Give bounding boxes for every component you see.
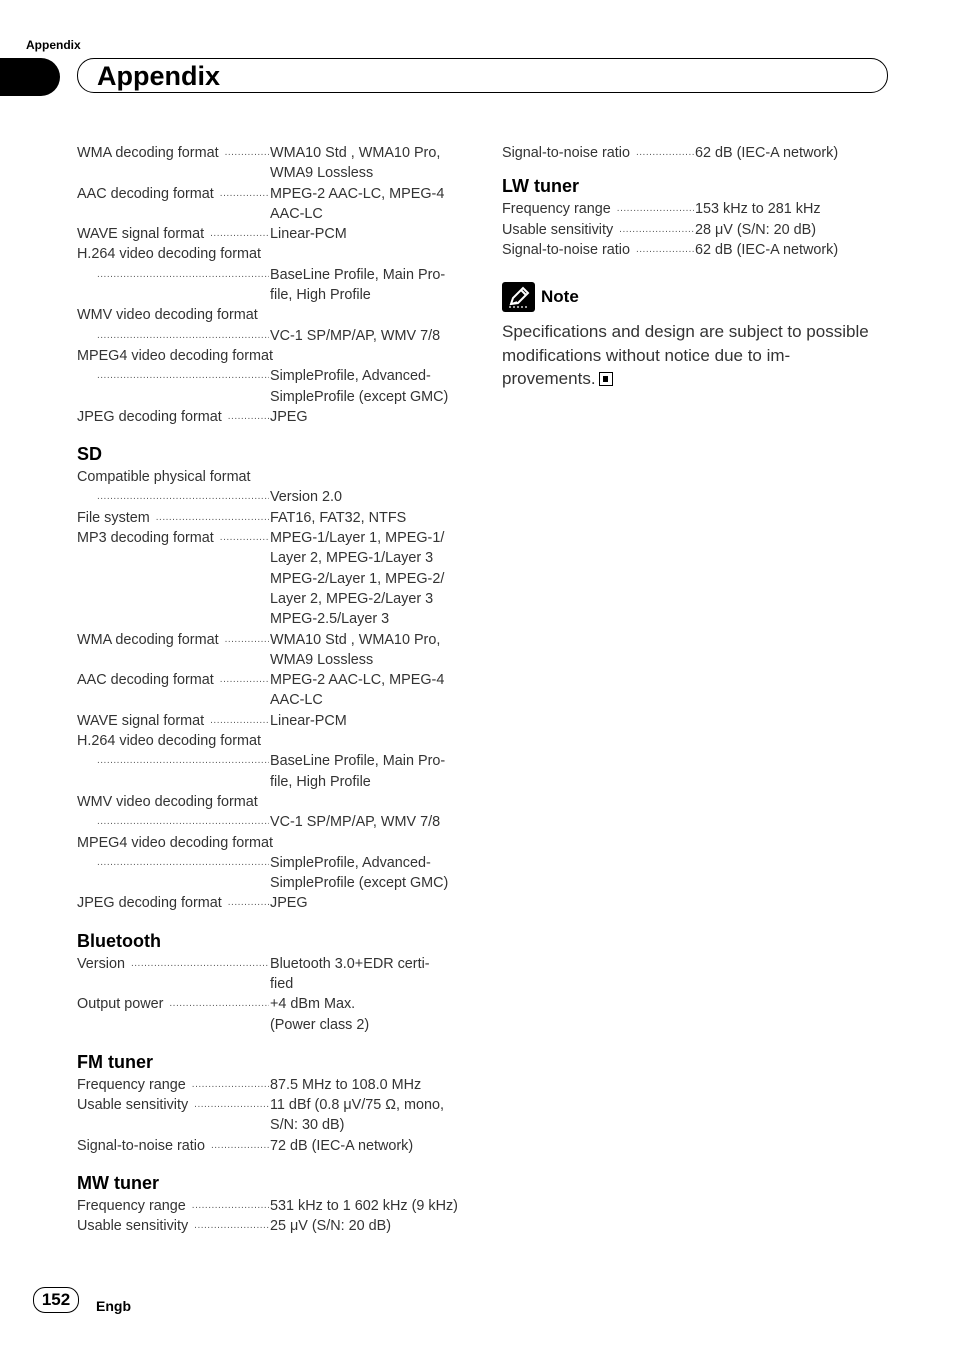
- dot-leader: [97, 487, 269, 507]
- spec-row: [77, 994, 467, 1035]
- spec-row: [77, 508, 467, 528]
- spec-label-leader: [77, 711, 269, 731]
- spec-value: 87.5 MHz to 108.0 MHz: [270, 1076, 422, 1093]
- spec-label-leader: [77, 487, 269, 507]
- spec-row: [502, 240, 892, 260]
- spec-label: WAVE signal format: [77, 226, 205, 243]
- spec-label: MP3 decoding format: [77, 530, 214, 547]
- spec-label: Frequency range: [77, 1076, 186, 1093]
- spec-label: Signal-to-noise ratio: [502, 241, 630, 258]
- spec-row: [77, 751, 467, 792]
- page-number: 152: [33, 1287, 79, 1313]
- spec-row: [77, 528, 467, 629]
- lw-tuner-spec-list: [502, 199, 892, 260]
- spec-label: Signal-to-noise ratio: [77, 1137, 205, 1154]
- dot-leader: [156, 508, 269, 528]
- spec-value: FAT16, FAT32, NTFS: [270, 509, 407, 526]
- spec-row: [77, 853, 467, 894]
- note-body: [502, 320, 888, 391]
- spec-label-leader: [77, 630, 269, 671]
- spec-value: 153 kHz to 281 kHz: [695, 201, 821, 218]
- spec-value: JPEG: [270, 895, 308, 912]
- spec-value: WMA10 Std , WMA10 Pro, WMA9 Lossless: [270, 631, 441, 668]
- dot-leader: [225, 630, 269, 671]
- spec-label: Signal-to-noise ratio: [502, 145, 630, 161]
- spec-label: JPEG decoding format: [77, 895, 222, 912]
- end-mark-icon: [599, 372, 613, 386]
- spec-row: [77, 487, 467, 507]
- spec-label: AAC decoding format: [77, 185, 214, 202]
- right-column: [502, 143, 892, 391]
- spec-label-leader: [77, 1095, 269, 1136]
- spec-label: Usable sensitivity: [502, 221, 614, 238]
- dot-leader: [194, 1216, 269, 1236]
- spec-row: [77, 893, 467, 913]
- spec-label: MPEG4 video decoding format: [77, 834, 273, 851]
- spec-label-leader: [502, 220, 694, 240]
- dot-leader: [169, 994, 269, 1035]
- spec-row: [77, 711, 467, 731]
- spec-row: [77, 366, 467, 407]
- spec-row: [77, 184, 467, 225]
- spec-label: MPEG4 video decoding format: [77, 347, 273, 364]
- spec-value: Bluetooth 3.0+EDR certi- fied: [270, 955, 430, 992]
- note-text: Specifications and design are subject to possible modifications without notice due to im- provements.: [502, 322, 869, 389]
- sd-section-title: SD: [77, 444, 103, 465]
- spec-label-leader: [77, 528, 269, 629]
- spec-label-leader: [77, 954, 269, 995]
- spec-value: SimpleProfile, Advanced- SimpleProfile (except GMC): [270, 368, 449, 405]
- dot-leader: [97, 751, 269, 792]
- spec-label: WMA decoding format: [77, 145, 219, 161]
- spec-label: WAVE signal format: [77, 712, 205, 729]
- spec-label-leader: [77, 670, 269, 711]
- spec-value: 28 μV (S/N: 20 dB): [695, 221, 817, 238]
- spec-label: WMV video decoding format: [77, 793, 258, 810]
- language-code: Engb: [96, 1298, 131, 1314]
- spec-value: SimpleProfile, Advanced- SimpleProfile (except GMC): [270, 854, 449, 892]
- spec-label-leader: [77, 508, 269, 528]
- dot-leader: [194, 1095, 269, 1136]
- note-label: Note: [541, 287, 579, 307]
- spec-value: Linear-PCM: [270, 712, 347, 729]
- spec-label-leader: [77, 751, 269, 792]
- spec-label-leader: [77, 812, 269, 832]
- dot-leader: [220, 670, 269, 711]
- fm-tuner-spec-list: [77, 1075, 467, 1156]
- running-head: Appendix: [26, 38, 81, 52]
- usb-spec-list: [77, 143, 467, 427]
- dot-leader: [131, 954, 269, 995]
- spec-label-leader: [77, 1075, 269, 1095]
- lw-tuner-section-title: LW tuner: [502, 176, 579, 197]
- spec-label-leader: [77, 184, 269, 225]
- dot-leader: [211, 1136, 269, 1156]
- spec-row: [77, 224, 467, 244]
- dot-leader: [619, 220, 694, 240]
- spec-label-leader: [77, 1216, 269, 1236]
- spec-label: Output power: [77, 996, 164, 1013]
- spec-row: [77, 670, 467, 711]
- spec-value: 62 dB (IEC-A network): [695, 241, 839, 258]
- dot-leader: [192, 1196, 269, 1216]
- spec-row: [77, 630, 467, 671]
- spec-label: WMV video decoding format: [77, 307, 258, 324]
- spec-row: [77, 1075, 467, 1095]
- spec-label-leader: [502, 199, 694, 219]
- spec-value: 11 dBf (0.8 μV/75 Ω, mono, S/N: 30 dB): [270, 1097, 444, 1134]
- spec-value: VC-1 SP/MP/AP, WMV 7/8: [270, 814, 441, 831]
- spec-label: File system: [77, 509, 150, 526]
- spec-value: MPEG-2 AAC-LC, MPEG-4 AAC-LC: [270, 185, 445, 222]
- spec-value: VC-1 SP/MP/AP, WMV 7/8: [270, 327, 441, 344]
- spec-label-leader: [77, 143, 269, 184]
- spec-row: [502, 199, 892, 219]
- spec-value: Version 2.0: [270, 489, 343, 506]
- spec-row: [77, 326, 467, 346]
- spec-label: Usable sensitivity: [77, 1097, 189, 1114]
- dot-leader: [617, 199, 694, 219]
- spec-label: Frequency range: [77, 1198, 186, 1215]
- spec-label-leader: [77, 994, 269, 1035]
- note-header: [502, 282, 892, 312]
- dot-leader: [636, 240, 694, 260]
- spec-value: Linear-PCM: [270, 226, 347, 243]
- spec-value: +4 dBm Max. (Power class 2): [270, 996, 370, 1033]
- dot-leader: [97, 812, 269, 832]
- spec-label-leader: [77, 853, 269, 894]
- spec-label-leader: [77, 224, 269, 244]
- spec-label: WMA decoding format: [77, 631, 219, 648]
- spec-label: Frequency range: [502, 201, 611, 218]
- spec-label-leader: [77, 407, 269, 427]
- spec-value: 62 dB (IEC-A network): [695, 145, 839, 161]
- spec-row: [77, 1216, 467, 1236]
- spec-row: [502, 143, 892, 163]
- spec-value: BaseLine Profile, Main Pro- file, High Profile: [270, 753, 446, 790]
- spec-row: [77, 1095, 467, 1136]
- left-column: [77, 143, 467, 1237]
- spec-row: [77, 954, 467, 995]
- spec-row: [502, 220, 892, 240]
- spec-label-leader: [77, 893, 269, 913]
- dot-leader: [636, 143, 694, 163]
- dot-leader: [192, 1075, 269, 1095]
- fm-tuner-section-title: FM tuner: [77, 1051, 153, 1072]
- spec-label-leader: [77, 326, 269, 346]
- dot-leader: [210, 224, 269, 244]
- spec-label: Version: [77, 955, 125, 972]
- dot-leader: [220, 528, 269, 629]
- mw-tuner-continued-list: [502, 143, 892, 163]
- dot-leader: [220, 184, 269, 225]
- spec-value: BaseLine Profile, Main Pro- file, High Profile: [270, 266, 446, 304]
- dot-leader: [97, 326, 269, 346]
- spec-label-leader: [77, 1136, 269, 1156]
- spec-value: 531 kHz to 1 602 kHz (9 kHz): [270, 1198, 458, 1215]
- spec-label: Compatible physical format: [77, 469, 251, 486]
- spec-row: [77, 407, 467, 427]
- spec-label: Usable sensitivity: [77, 1218, 189, 1235]
- dot-leader: [97, 853, 269, 894]
- bluetooth-section-title: Bluetooth: [77, 930, 161, 951]
- spec-label: H.264 video decoding format: [77, 246, 261, 263]
- spec-label-leader: [77, 366, 269, 407]
- spec-row: [77, 143, 467, 184]
- spec-row: [77, 265, 467, 306]
- bluetooth-spec-list: [77, 954, 467, 1035]
- spec-label: JPEG decoding format: [77, 408, 222, 425]
- spec-row: [77, 1196, 467, 1216]
- section-tab-marker: [0, 58, 60, 96]
- spec-value: WMA10 Std , WMA10 Pro, WMA9 Lossless: [270, 145, 441, 182]
- spec-value: MPEG-2 AAC-LC, MPEG-4 AAC-LC: [270, 672, 445, 709]
- dot-leader: [210, 711, 269, 731]
- dot-leader: [228, 893, 269, 913]
- spec-label-leader: [77, 1196, 269, 1216]
- spec-label-leader: [502, 240, 694, 260]
- spec-value: 25 μV (S/N: 20 dB): [270, 1218, 392, 1235]
- spec-label: H.264 video decoding format: [77, 733, 261, 750]
- dot-leader: [97, 366, 269, 407]
- pencil-icon: [502, 282, 535, 312]
- spec-value: 72 dB (IEC-A network): [270, 1137, 414, 1154]
- spec-row: [77, 812, 467, 832]
- dot-leader: [228, 407, 269, 427]
- sd-spec-list: [77, 467, 467, 914]
- spec-label-leader: [502, 143, 694, 163]
- page-title: Appendix: [97, 61, 221, 91]
- spec-label: AAC decoding format: [77, 672, 214, 689]
- spec-label-leader: [77, 265, 269, 306]
- dot-leader: [97, 265, 269, 306]
- spec-row: [77, 1136, 467, 1156]
- mw-tuner-section-title: MW tuner: [77, 1173, 159, 1194]
- dot-leader: [225, 143, 269, 184]
- spec-value: JPEG: [270, 408, 308, 425]
- mw-tuner-spec-list: [77, 1196, 467, 1237]
- spec-value: MPEG-1/Layer 1, MPEG-1/ Layer 2, MPEG-1/Layer 3 MPEG-2/Layer 1, MPEG-2/ Layer 2, MPEG-2/Layer 3 MPEG-2.5/Layer 3: [270, 530, 445, 628]
